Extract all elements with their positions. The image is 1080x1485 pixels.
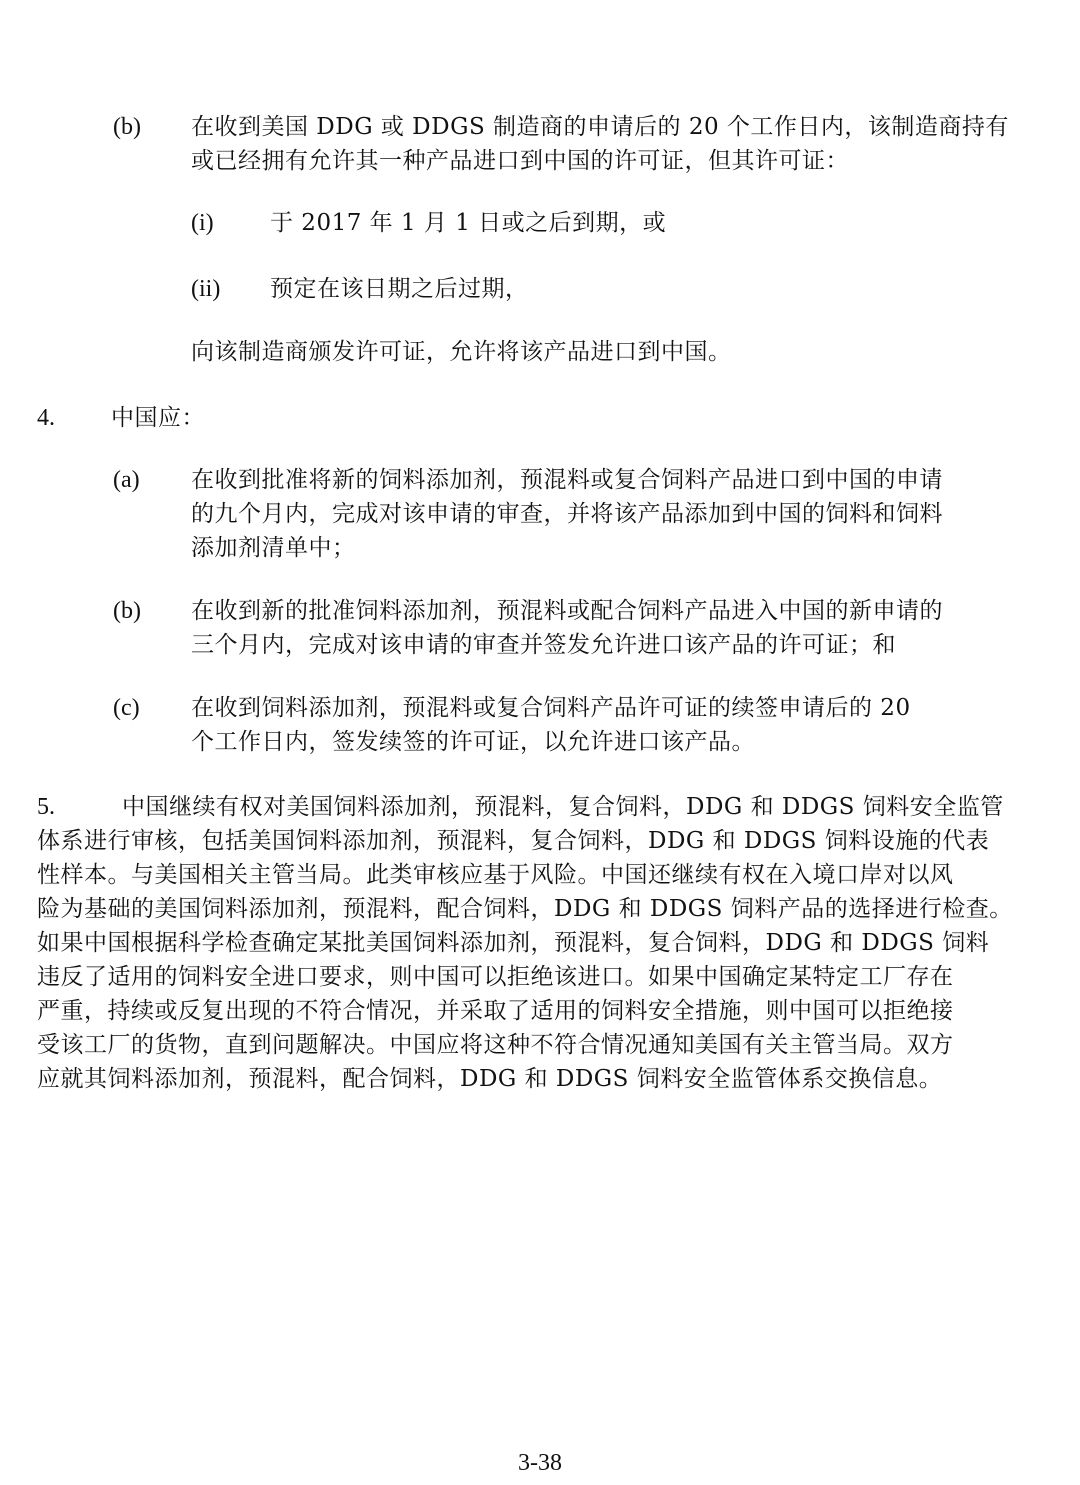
section-4-item-a-line-2: 的九个月内，完成对该申请的审查，并将该产品添加到中国的饲料和饲料 [191,501,943,527]
item-b-line-1: 在收到美国 DDG 或 DDGS 制造商的申请后的 20 个工作日内，该制造商持有 [191,114,1009,140]
sub-item-i-label: (i) [191,210,214,236]
section-5-line: 应就其饲料添加剂，预混料，配合饲料，DDG 和 DDGS 饲料安全监管体系交换信息。 [37,1066,943,1092]
section-4-item-a-line-1: 在收到批准将新的饲料添加剂，预混料或复合饲料产品进口到中国的申请 [191,467,943,493]
section-5-number: 5. [37,794,55,820]
section-4-item-c-line-1: 在收到饲料添加剂，预混料或复合饲料产品许可证的续签申请后的 20 [191,695,911,721]
sub-item-ii-label: (ii) [191,276,221,302]
section-5-line: 如果中国根据科学检查确定某批美国饲料添加剂，预混料，复合饲料，DDG 和 DDGS 饲料 [37,930,990,956]
section-4-item-b-line-2: 三个月内，完成对该申请的审查并签发允许进口该产品的许可证；和 [191,632,896,658]
section-5-line: 受该工厂的货物，直到问题解决。中国应将这种不符合情况通知美国有关主管当局。双方 [37,1032,954,1058]
section-4-number: 4. [37,405,55,431]
section-5-line: 严重，持续或反复出现的不符合情况，并采取了适用的饲料安全措施，则中国可以拒绝接 [37,998,954,1024]
section-5-line: 性样本。与美国相关主管当局。此类审核应基于风险。中国还继续有权在入境口岸对以风 [37,862,954,888]
section-4-heading: 中国应： [111,405,205,431]
sub-item-ii-text: 预定在该日期之后过期， [270,276,529,302]
section-5-line: 违反了适用的饲料安全进口要求，则中国可以拒绝该进口。如果中国确定某特定工厂存在 [37,964,954,990]
section-4-item-c-label: (c) [113,695,140,721]
page-number: 3-38 [518,1450,562,1476]
sub-item-i-text: 于 2017 年 1 月 1 日或之后到期，或 [270,210,667,236]
section-4-item-a-line-3: 添加剂清单中； [191,535,356,561]
section-5-line: 险为基础的美国饲料添加剂，预混料，配合饲料，DDG 和 DDGS 饲料产品的选择进行检查。 [37,896,1013,922]
item-b-label: (b) [113,114,141,140]
section-5-line: 体系进行审核，包括美国饲料添加剂，预混料，复合饲料，DDG 和 DDGS 饲料设施的代表 [37,828,990,854]
section-4-item-c-line-2: 个工作日内，签发续签的许可证，以允许进口该产品。 [191,729,755,755]
section-4-item-a-label: (a) [113,467,140,493]
section-5-line: 中国继续有权对美国饲料添加剂，预混料，复合饲料，DDG 和 DDGS 饲料安全监管 [122,794,1004,820]
section-4-item-b-label: (b) [113,598,141,624]
item-b-line-2: 或已经拥有允许其一种产品进口到中国的许可证，但其许可证： [191,148,849,174]
section-4-item-b-line-1: 在收到新的批准饲料添加剂，预混料或配合饲料产品进入中国的新申请的 [191,598,943,624]
item-b-closing: 向该制造商颁发许可证，允许将该产品进口到中国。 [191,339,732,365]
